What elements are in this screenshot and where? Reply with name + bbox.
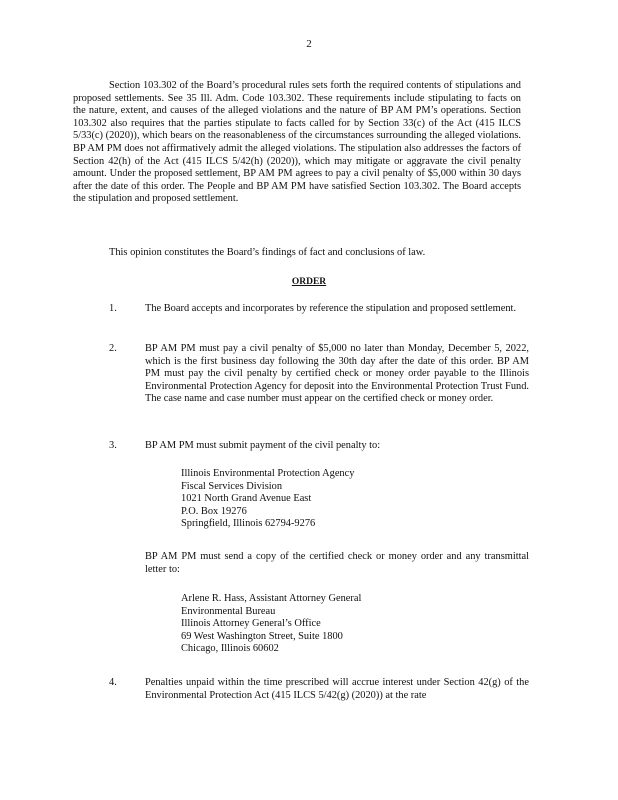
intro-paragraph: Section 103.302 of the Board’s procedural rules sets forth the required contents of stipulations and proposed settlements. See 35 Ill. Adm. Code 103.302. These requirements include stipulating to facts on the nature, extent, and causes of the alleged violations and the nature of BP AM PM’s operations. Section 103.302 also requires that the parties stipulate to facts called for by Section 33(c) of the Act (415 ILCS 5/33(c) (2020)), which bears on the reasonableness of the circumstances surrounding the alleged violations. BP AM PM does not affirmatively admit the alleged violations. The stipulation also addresses the factors of Section 42(h) of the Act (415 ILCS 5/42(h) (2020)), which may mitigate or aggravate the civil penalty amount. Under the proposed settlement, BP AM PM agrees to pay a civil penalty of $5,000 within 30 days after the date of this order. The People and BP AM PM have satisfied Section 103.302. The Board accepts the stipulation and proposed settlement.	[73, 80, 521, 205]
item-text: BP AM PM must pay a civil penalty of $5,000 no later than Monday, December 5, 2022, which is the first business day following the 30th day after the date of this order. BP AM PM must pay the civil penalty by certified check or money order payable to the Illinois Environmental Protection Agency for deposit into the Environmental Protection Trust Fund. The case name and case number must appear on the certified check or money order.	[145, 343, 529, 405]
item-text: The Board accepts and incorporates by reference the stipulation and proposed settlement.	[145, 303, 517, 314]
item-text: BP AM PM must submit payment of the civil penalty to:	[145, 440, 381, 451]
item-number: 1.	[109, 303, 117, 314]
item-number: 2.	[109, 343, 117, 354]
item-text: Penalties unpaid within the time prescribed will accrue interest under Section 42(g) of the Environmental Protection Act (415 ILCS 5/42(g) (2020)) at the rate	[145, 677, 529, 701]
address-line: Chicago, Illinois 60602	[181, 643, 279, 655]
item-number: 3.	[109, 440, 117, 451]
agency-address	[181, 468, 354, 531]
attorney-address	[181, 593, 361, 656]
copy-instruction: BP AM PM must send a copy of the certified check or money order and any transmittal letter to:	[145, 551, 529, 575]
address-line: 69 West Washington Street, Suite 1800	[181, 630, 343, 642]
page-number: 2	[306, 38, 312, 50]
address-line: Illinois Attorney General’s Office	[181, 618, 321, 630]
item-number: 4.	[109, 677, 117, 688]
address-line: Environmental Bureau	[181, 605, 276, 617]
address-line: 1021 North Grand Avenue East	[181, 493, 312, 505]
address-line: Arlene R. Hass, Assistant Attorney General	[181, 593, 362, 604]
address-line: Springfield, Illinois 62794-9276	[181, 518, 316, 530]
address-line: Illinois Environmental Protection Agency	[181, 468, 355, 479]
address-line: Fiscal Services Division	[181, 480, 283, 492]
order-heading: ORDER	[291, 277, 327, 287]
findings-paragraph: This opinion constitutes the Board’s findings of fact and conclusions of law.	[109, 247, 426, 258]
address-line: P.O. Box 19276	[181, 505, 247, 517]
